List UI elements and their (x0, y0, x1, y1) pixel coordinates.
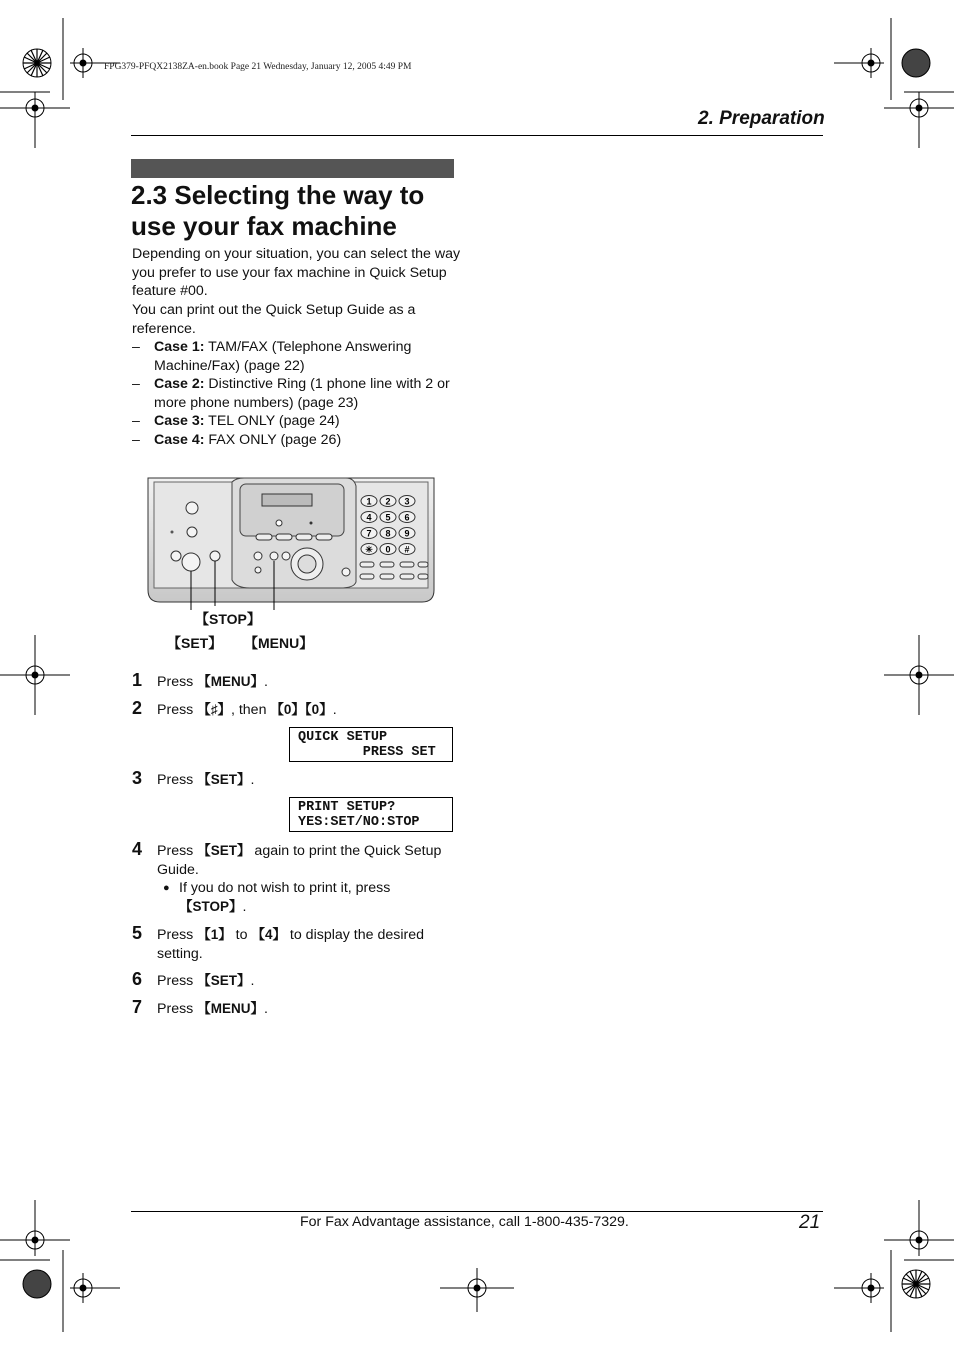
step-number: 4 (132, 839, 143, 859)
keypad-key-label: 6 (404, 512, 410, 523)
case-item (132, 338, 462, 375)
file-info-line: FPG379-PFQX2138ZA-en.book Page 21 Wednesday, January 12, 2005 4:49 PM (104, 62, 412, 72)
key-label: 【1】 (197, 927, 232, 942)
step-number: 5 (132, 923, 143, 943)
page-title: 2.3 Selecting the way to use your fax machine (131, 180, 425, 241)
keypad-key-label: ✳ (365, 544, 373, 555)
crosshair-tr (834, 48, 884, 78)
case-item (132, 412, 462, 431)
callout-stop: 【STOP】 (195, 611, 261, 627)
key-label: 【MENU】 (197, 1001, 264, 1016)
step-number: 3 (132, 768, 143, 788)
step-number: 6 (132, 969, 143, 989)
keypad-key (399, 512, 415, 523)
text: If you do not wish to print it, press (179, 880, 391, 896)
text: . (242, 898, 247, 915)
text: . (250, 772, 255, 788)
text: Press (157, 772, 198, 788)
keypad-key-label: # (404, 544, 410, 555)
lcd-display-quick-setup: QUICK SETUP PRESS SET (289, 727, 453, 762)
keypad-key (361, 528, 377, 539)
text: Press (157, 927, 198, 943)
keypad-key (380, 512, 396, 523)
text: . (332, 702, 337, 718)
case-label: Case 2: (154, 376, 205, 392)
bullet-icon: ● (163, 882, 170, 894)
text: Press (157, 973, 198, 989)
gray-target-tr (902, 49, 930, 77)
case-item (132, 375, 462, 412)
text: Press (157, 702, 198, 718)
key-label: 【0】【0】 (270, 702, 333, 717)
keypad-key-label: 7 (366, 528, 372, 539)
text: Press (157, 674, 198, 690)
case-text: FAX ONLY (page 26) (204, 432, 342, 448)
keypad-key-label: 5 (385, 512, 391, 523)
title-bar (131, 159, 454, 178)
step-text (157, 673, 457, 692)
case-text: TEL ONLY (page 24) (204, 413, 340, 429)
step-text (157, 972, 457, 991)
callout-set: 【SET】 (167, 635, 223, 651)
step-number: 1 (132, 670, 143, 690)
text: to (231, 927, 252, 943)
footer-assistance-text: For Fax Advantage assistance, call 1-800-435-7329. (300, 1214, 629, 1230)
step-text (157, 1000, 457, 1019)
case-label: Case 3: (154, 413, 205, 429)
keypad-key (361, 496, 377, 507)
dash-marker: – (132, 413, 140, 429)
case-label: Case 4: (154, 432, 205, 448)
bullet-note (163, 879, 453, 916)
section-header: 2. Preparation (698, 108, 825, 129)
step-text (157, 842, 457, 879)
fax-machine-illustration (140, 470, 450, 610)
keypad-key-label: 0 (385, 544, 391, 555)
step-number: 2 (132, 698, 143, 718)
intro-paragraph-2: You can print out the Quick Setup Guide as a reference. (132, 302, 416, 337)
keypad-key-label: 2 (385, 496, 391, 507)
key-label: 【MENU】 (197, 674, 264, 689)
step-text (157, 701, 457, 720)
key-label: 【STOP】 (179, 898, 243, 914)
step-text (157, 926, 457, 963)
text: . (263, 674, 268, 690)
text: to display the desired setting. (157, 927, 424, 962)
keypad-key (380, 496, 396, 507)
star-target-tl (23, 49, 51, 77)
step-text (157, 771, 457, 790)
case-text: TAM/FAX (Telephone Answering Machine/Fax) (page 22) (154, 339, 412, 374)
gray-target-bl (23, 1270, 51, 1298)
dash-marker: – (132, 376, 140, 392)
text: . (263, 1001, 268, 1017)
page-number: 21 (799, 1212, 821, 1233)
star-target-br (902, 1270, 930, 1298)
keypad-key (380, 528, 396, 539)
header-divider (131, 135, 823, 136)
key-label: 【4】 (251, 927, 286, 942)
keypad-key (380, 544, 396, 555)
lcd-display-print-setup: PRINT SETUP? YES:SET/NO:STOP (289, 797, 453, 832)
keypad-key (399, 496, 415, 507)
keypad-key (399, 528, 415, 539)
keypad-key-label: 8 (385, 528, 391, 539)
text: . (250, 973, 255, 989)
callout-menu: 【MENU】 (244, 635, 314, 651)
keypad-key-label: 9 (404, 528, 410, 539)
keypad-key-label: 3 (404, 496, 410, 507)
case-label: Case 1: (154, 339, 205, 355)
intro-paragraph-1: Depending on your situation, you can select the way you prefer to use your fax machine in Quick Setup feature #00. (132, 246, 461, 299)
keypad-key (361, 512, 377, 523)
footer-divider (131, 1211, 823, 1212)
keypad-key (399, 544, 415, 555)
case-text: Distinctive Ring (1 phone line with 2 or more phone numbers) (page 23) (154, 376, 450, 411)
text: , then (230, 702, 271, 718)
text: Press (157, 843, 198, 859)
keypad-key-label: 1 (366, 496, 372, 507)
keypad-key (361, 544, 377, 555)
key-label: 【SET】 (197, 973, 251, 988)
step-number: 7 (132, 997, 143, 1017)
dash-marker: – (132, 432, 140, 448)
text: Press (157, 1001, 198, 1017)
case-item (132, 431, 462, 450)
key-label: 【SET】 (197, 772, 251, 787)
keypad-key-label: 4 (366, 512, 372, 523)
key-label: 【SET】 (197, 843, 251, 858)
key-label: 【♯】 (197, 702, 231, 717)
dash-marker: – (132, 339, 140, 355)
text: again to print the Quick Setup Guide. (157, 843, 442, 878)
